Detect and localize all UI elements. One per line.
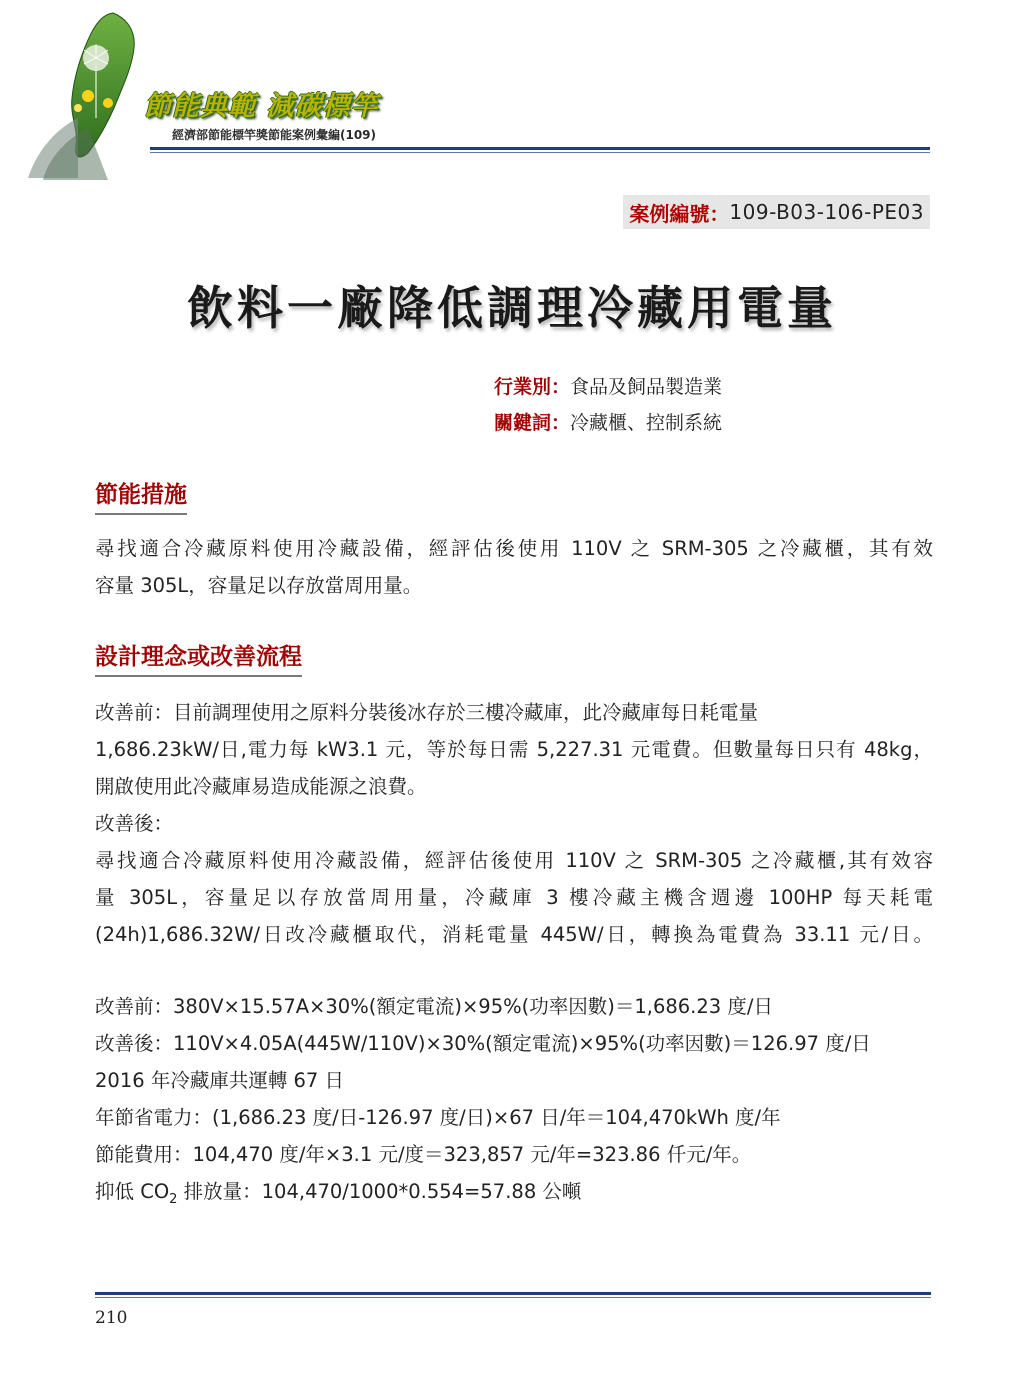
design-line-5: 尋找適合冷藏原料使用冷藏設備，經評估後使用 110V 之 SRM-305 之冷藏櫃,其有效容 (95, 849, 933, 872)
calc-line-5: 節能費用：104,470 度/年×3.1 元/度＝323,857 元/年=323.86 仟元/年。 (95, 1143, 752, 1166)
design-line-2: 1,686.23kW/日,電力每 kW3.1 元，等於每日需 5,227.31 元電費。但數量每日只有 48kg， (95, 738, 933, 761)
brand-subtitle: 經濟部節能標竿獎節能案例彙編(109) (172, 128, 377, 142)
keywords-row (494, 408, 722, 435)
co2-suffix: 排放量：104,470/1000*0.554=57.88 公噸 (177, 1180, 582, 1203)
co2-line (95, 1176, 933, 1207)
industry-value: 食品及飼品製造業 (570, 376, 723, 398)
calc-line-1: 改善前：380V×15.57A×30%(額定電流)×95%(功率因數)＝1,686.23 度/日 (95, 995, 773, 1018)
measures-line-1: 尋找適合冷藏原料使用冷藏設備，經評估後使用 110V 之 SRM-305 之冷藏櫃，其有效 (95, 537, 933, 560)
case-number-value: 109-B03-106-PE03 (729, 200, 924, 224)
keywords-value: 冷藏櫃、控制系統 (570, 412, 723, 434)
design-line-6: 量 305L，容量足以存放當周用量，冷藏庫 3 樓冷藏主機含週邊 100HP 每天耗電 (95, 886, 933, 909)
keywords-label: 關鍵詞： (494, 412, 571, 434)
header-rule (150, 147, 930, 150)
design-line-4: 改善後： (95, 812, 174, 835)
co2-prefix: 抑低 CO (95, 1180, 170, 1203)
footer-rule (95, 1292, 931, 1295)
brand-title: 節能典範 減碳標竿 (144, 91, 379, 122)
design-line-1: 改善前：目前調理使用之原料分裝後冰存於三樓冷藏庫，此冷藏庫每日耗電量 (95, 701, 759, 724)
design-line-7: (24h)1,686.32W/日改冷藏櫃取代，消耗電量 445W/日，轉換為電費為 33.11 元/日。 (95, 923, 933, 946)
measures-line-2: 容量 305L，容量足以存放當周用量。 (95, 574, 423, 597)
industry-row (494, 372, 722, 399)
page-number: 210 (95, 1308, 128, 1328)
section-heading-measures: 節能措施 (95, 476, 187, 515)
calc-line-3: 2016 年冷藏庫共運轉 67 日 (95, 1069, 345, 1092)
case-number-box (623, 195, 930, 229)
taiwan-dandelion-logo (18, 8, 158, 183)
industry-label: 行業別： (494, 376, 571, 398)
case-number-label: 案例編號： (629, 201, 730, 226)
header-rule-thin (150, 152, 930, 153)
section-heading-design: 設計理念或改善流程 (95, 638, 302, 677)
footer-rule-thin (95, 1297, 931, 1298)
calc-line-4: 年節省電力：(1,686.23 度/日-126.97 度/日)×67 日/年＝104,470kWh 度/年 (95, 1106, 781, 1129)
design-line-3: 開啟使用此冷藏庫易造成能源之浪費。 (95, 775, 427, 798)
page-title: 飲料一廠降低調理冷藏用電量 (187, 281, 837, 335)
calc-line-2: 改善後：110V×4.05A(445W/110V)×30%(額定電流)×95%(功率因數)＝126.97 度/日 (95, 1032, 871, 1055)
co2-subscript: 2 (169, 1191, 178, 1207)
